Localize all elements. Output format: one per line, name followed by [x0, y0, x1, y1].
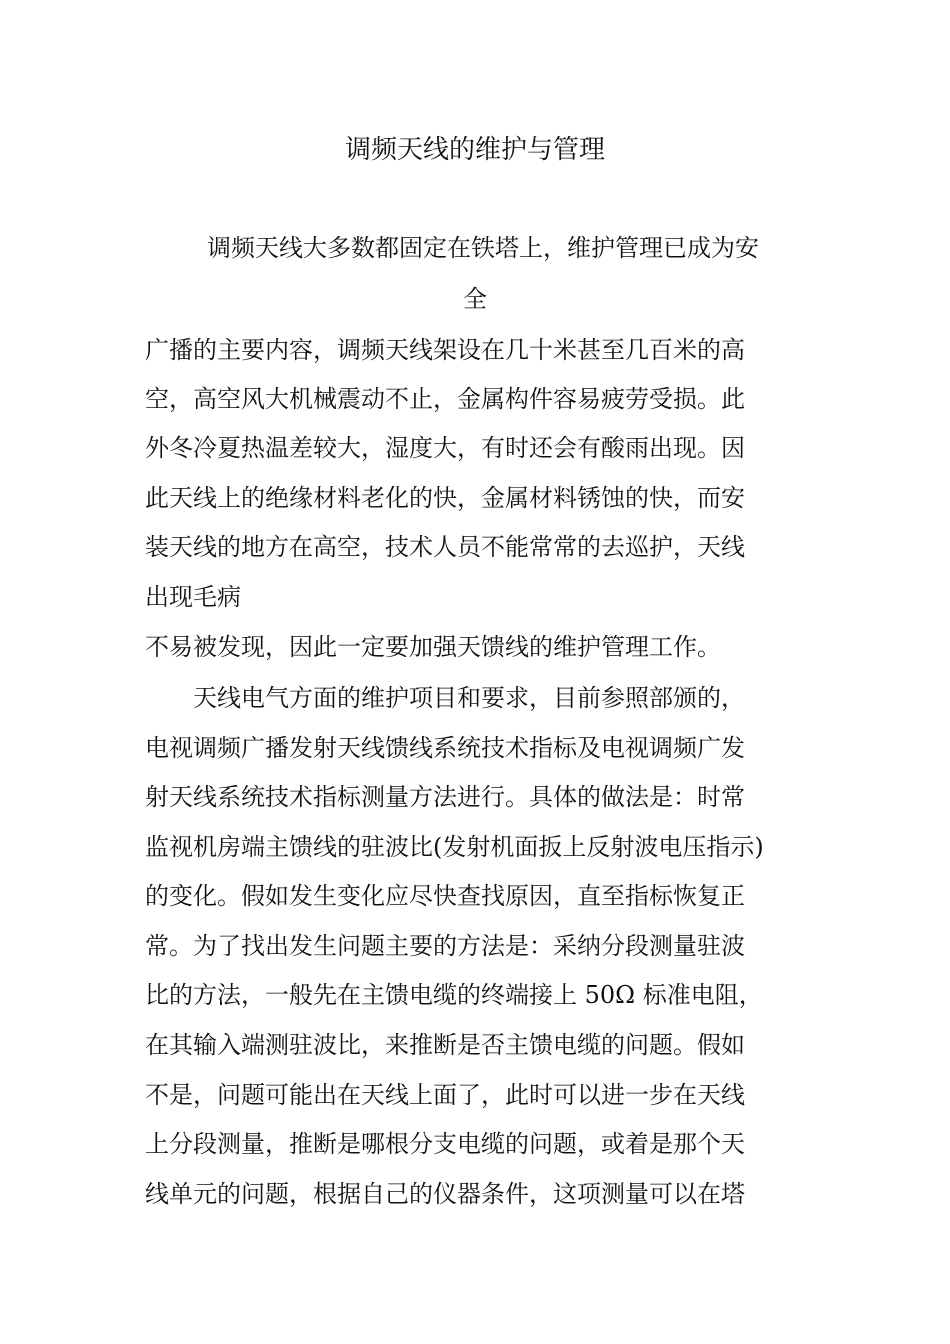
text-line-18: 不是，问题可能出在天线上面了，此时可以进一步在天线 — [145, 1081, 745, 1109]
text-line-4: 空，高空风大机械震动不止，金属构件容易疲劳受损。此 — [145, 385, 745, 413]
text-line-17: 在其输入端测驻波比，来推断是否主馈电缆的问题。假如 — [145, 1031, 745, 1059]
text-line-10: 天线电气方面的维护项目和要求，目前参照部颁的， — [193, 684, 745, 712]
text-line-15: 常。为了找出发生问题主要的方法是：采纳分段测量驻波 — [145, 932, 745, 960]
text-line-16: 比的方法，一般先在主馈电缆的终端接上 50Ω 标准电阻， — [145, 981, 763, 1009]
text-line-9: 不易被发现，因此一定要加强天馈线的维护管理工作。 — [145, 633, 721, 661]
text-line-11: 电视调频广播发射天线馈线系统技术指标及电视调频广发 — [145, 734, 745, 762]
text-line-20: 线单元的问题，根据自己的仪器条件，这项测量可以在塔 — [145, 1180, 745, 1208]
text-line-5: 外冬冷夏热温差较大，湿度大，有时还会有酸雨出现。因 — [145, 434, 745, 462]
text-line-19: 上分段测量，推断是哪根分支电缆的问题，或着是那个天 — [145, 1130, 745, 1158]
text-line-3: 广播的主要内容，调频天线架设在几十米甚至几百米的高 — [145, 336, 745, 364]
text-line-6: 此天线上的绝缘材料老化的快，金属材料锈蚀的快，而安 — [145, 484, 745, 512]
text-line-12: 射天线系统技术指标测量方法进行。具体的做法是：时常 — [145, 783, 745, 811]
text-line-7: 装天线的地方在高空，技术人员不能常常的去巡护，天线 — [145, 533, 745, 561]
text-line-14: 的变化。假如发生变化应尽快查找原因，直至指标恢复正 — [145, 882, 745, 910]
document-title: 调频天线的维护与管理 — [344, 135, 605, 165]
text-line-13: 监视机房端主馈线的驻波比(发射机面扳上反射波电压指示) — [145, 833, 764, 861]
text-line-1: 调频天线大多数都固定在铁塔上，维护管理已成为安 — [207, 234, 759, 262]
text-line-2: 全 — [463, 285, 487, 313]
text-line-8: 出现毛病 — [145, 583, 241, 611]
